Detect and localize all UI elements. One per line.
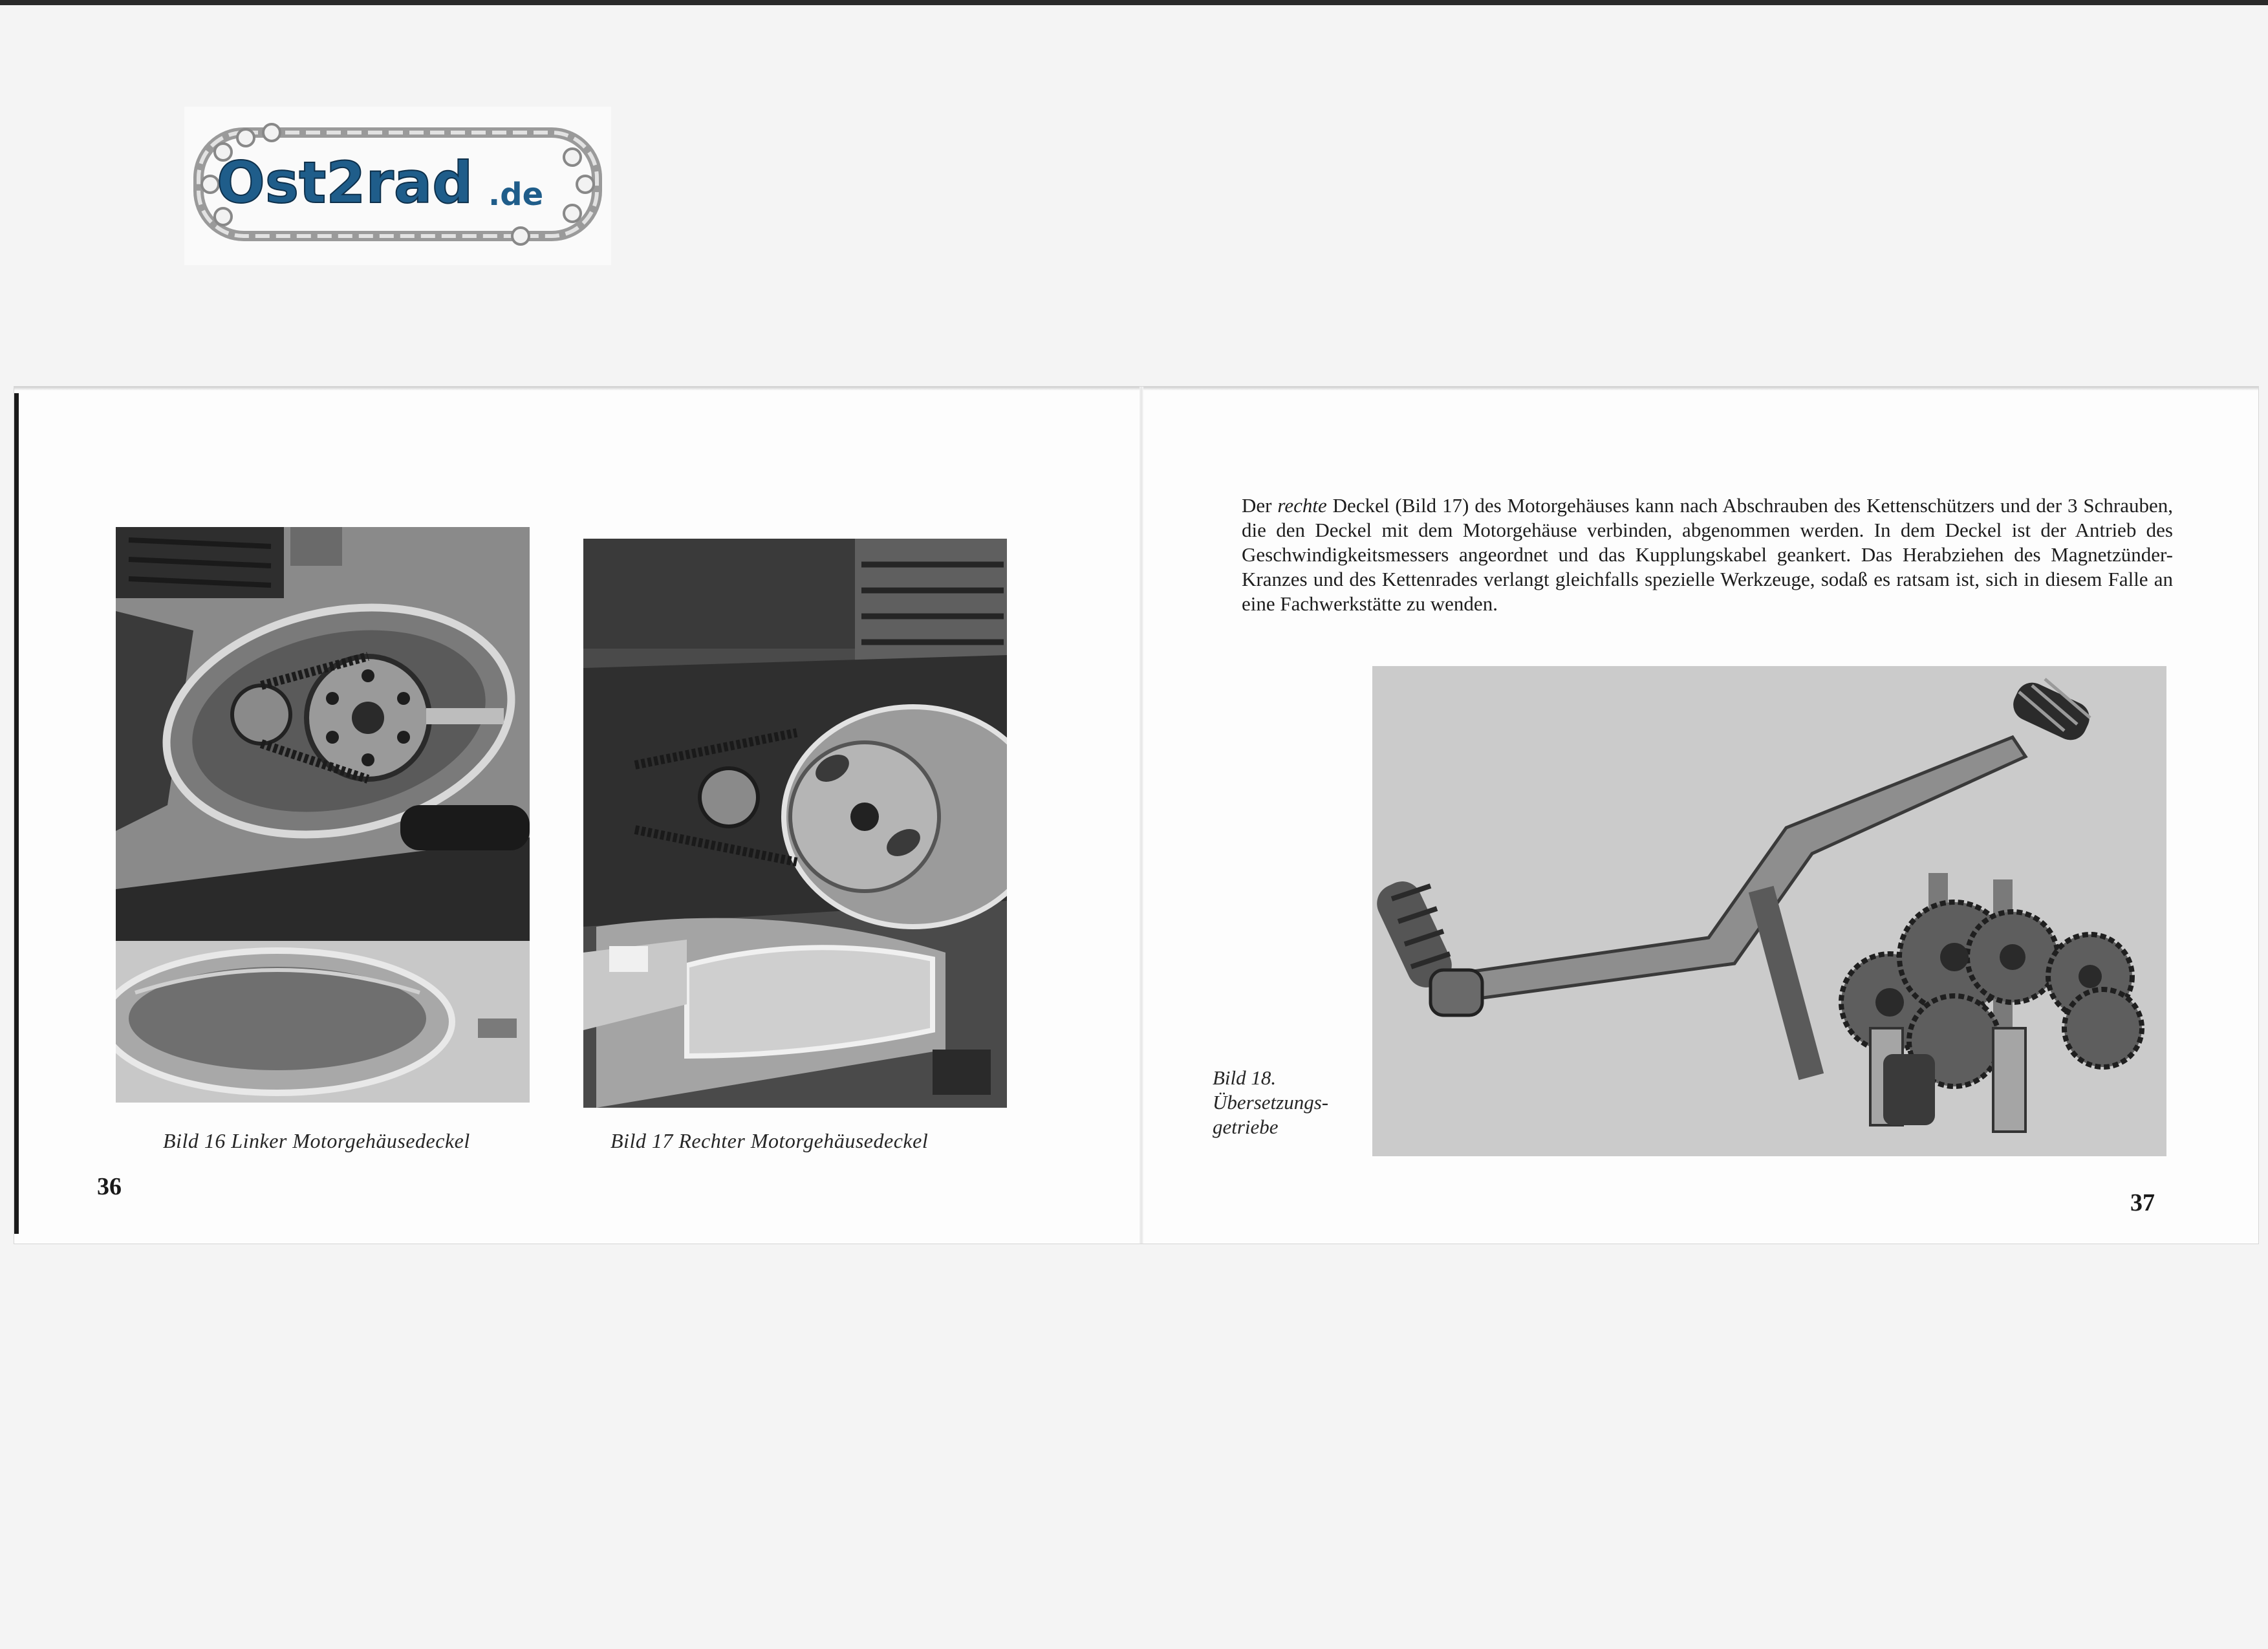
ost2rad-logo <box>184 107 611 265</box>
figure18-number: Bild 18. <box>1213 1066 1277 1089</box>
photo-right-engine-cover <box>583 539 1007 1108</box>
scan-top-border <box>0 0 2268 5</box>
figure18-label <box>1213 1066 1328 1139</box>
figure18-caption-line2: getriebe <box>1213 1116 1279 1138</box>
figure18-caption-line1: Übersetzungs- <box>1213 1091 1329 1114</box>
logo-text-main: Ost2rad <box>217 149 473 216</box>
caption-bild-17: Bild 17 Rechter Motorgehäusedeckel <box>610 1129 929 1152</box>
caption-bild-16: Bild 16 Linker Motorgehäusedeckel <box>163 1129 470 1152</box>
page-number-left: 36 <box>97 1173 122 1200</box>
booklet-spread <box>14 387 2258 1244</box>
logo-text-suffix: .de <box>488 177 544 213</box>
page-number-right: 37 <box>2130 1189 2155 1216</box>
paragraph-after: Deckel (Bild 17) des Motorgehäuses kann nach Abschrauben des Kettenschützers und der 3 Schrauben, die den Deckel mit dem Motorgehäuse verbinden, abgenommen werden. In dem Deckel ist der Antrieb des Geschwindigkeitsmessers angeordnet und das Kupplungskabel geankert. Das Herabziehen des Magnetzünder-Kranzes und des Kettenrades verlangt gleichfalls spezielle Werkzeuge, sodaß es ratsam ist, sich in diesem Falle an eine Fachwerkstätte zu wenden. <box>1242 494 2173 615</box>
center-fold <box>1139 387 1143 1244</box>
paragraph-emphasis: rechte <box>1277 494 1327 517</box>
photo-left-engine-cover <box>116 527 530 1103</box>
photo-transmission <box>1372 666 2166 1156</box>
right-page-paragraph <box>1242 493 2173 616</box>
spread-left-edge <box>14 393 19 1234</box>
spread-top-edge <box>14 387 2258 391</box>
paragraph-before: Der <box>1242 494 1278 517</box>
